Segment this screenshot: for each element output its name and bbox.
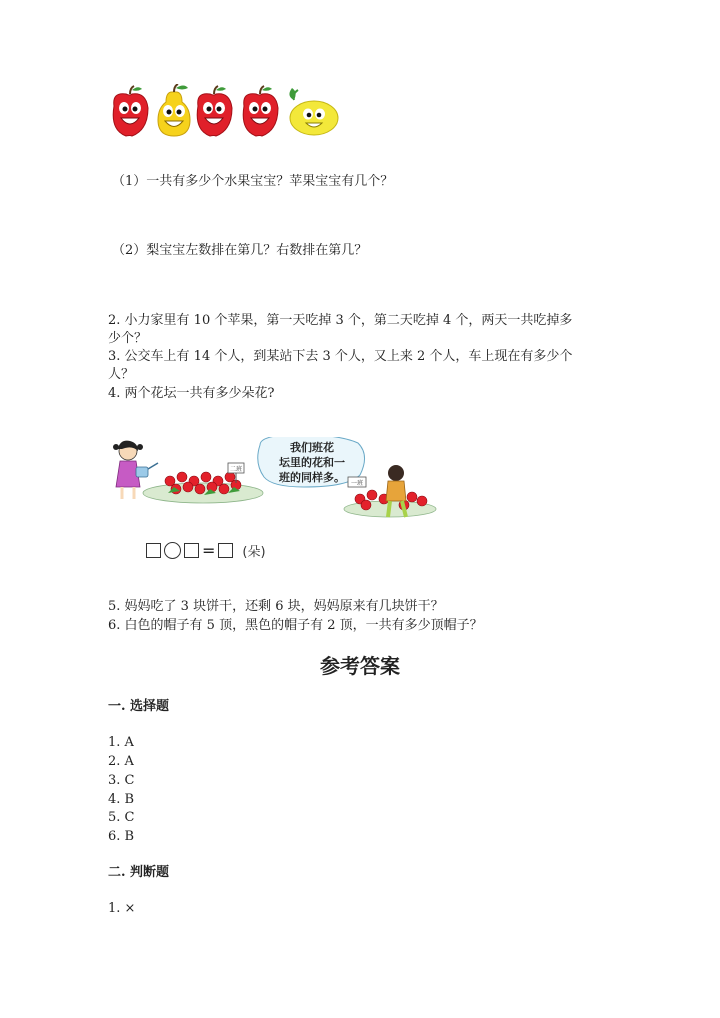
- bubble-line-1: 我们班花: [290, 441, 334, 454]
- question-2-line-2: 少个？: [108, 331, 148, 346]
- answer-key-title: 参考答案: [320, 654, 400, 678]
- answer-item: 6. B: [108, 829, 135, 844]
- apple-baby-2: [197, 86, 232, 136]
- sign-class-2: 二班: [229, 466, 243, 473]
- equals-sign: =: [202, 540, 216, 560]
- sign-class-1: 一班: [350, 480, 364, 487]
- question-1-part-2: （2）梨宝宝左数排在第几？右数排在第几？: [112, 243, 368, 258]
- apple-baby-1: [113, 86, 148, 136]
- fruit-babies-illustration: [108, 84, 340, 140]
- class-2-flower-bed: [143, 463, 263, 503]
- flower-bed-scene: [108, 437, 438, 525]
- unit-label: (朵): [242, 544, 266, 560]
- question-4: 4. 两个花坛一共有多少朵花?: [108, 386, 275, 401]
- pear-baby: [158, 84, 190, 136]
- question-3-line-1: 3. 公交车上有 14 个人，到某站下去 3 个人，又上来 2 个人，车上现在有多少个: [108, 349, 573, 364]
- question-6: 6. 白色的帽子有 5 顶，黑色的帽子有 2 顶，一共有多少顶帽子？: [108, 618, 483, 633]
- operator-circle[interactable]: [164, 542, 181, 559]
- section-true-false-heading: 二. 判断题: [108, 865, 170, 880]
- answer-item: 5. C: [108, 810, 135, 825]
- apple-baby-3: [243, 86, 278, 136]
- question-5: 5. 妈妈吃了 3 块饼干，还剩 6 块，妈妈原来有几块饼干？: [108, 599, 444, 614]
- question-3-line-2: 人？: [108, 367, 135, 382]
- answer-item: 4. B: [108, 792, 135, 807]
- answer-box-1[interactable]: [146, 543, 161, 558]
- answer-item: 1. ×: [108, 901, 136, 916]
- answer-item: 1. A: [108, 735, 134, 750]
- bubble-line-3: 班的同样多。: [279, 471, 345, 484]
- question-1-part-1: （1）一共有多少个水果宝宝？苹果宝宝有几个？: [112, 174, 394, 189]
- answer-item: 3. C: [108, 773, 135, 788]
- bubble-line-2: 坛里的花和一: [279, 456, 345, 469]
- lemon-baby: [289, 88, 338, 135]
- question-2-line-1: 2. 小力家里有 10 个苹果，第一天吃掉 3 个，第二天吃掉 4 个，两天一共吃掉多: [108, 313, 573, 328]
- answer-box-2[interactable]: [184, 543, 199, 558]
- answer-box-result[interactable]: [218, 543, 233, 558]
- section-multiple-choice-heading: 一. 选择题: [108, 699, 170, 714]
- answer-item: 2. A: [108, 754, 134, 769]
- equation-blanks: [146, 536, 266, 564]
